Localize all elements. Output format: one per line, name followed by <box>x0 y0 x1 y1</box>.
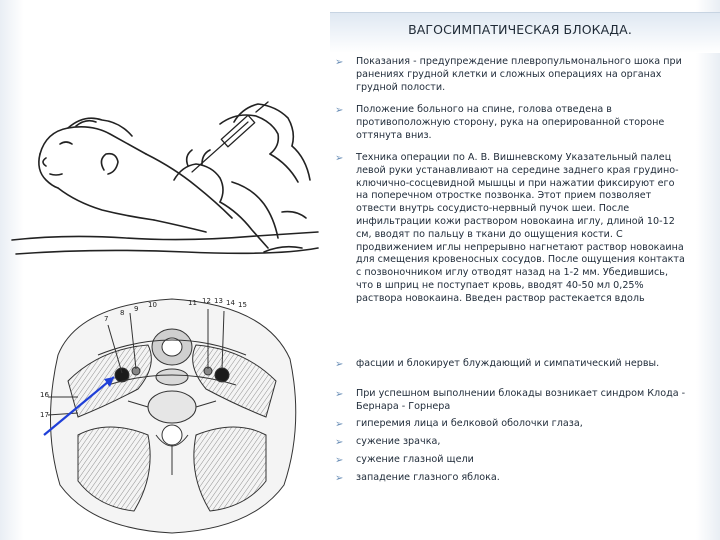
bullet-text: При успешном выполнении блокады возникает синдром Клода - Бернара - Горнера <box>356 388 686 412</box>
bullet-item <box>336 454 688 467</box>
bullet-item <box>336 418 688 431</box>
section-label-7: 7 <box>104 315 109 323</box>
arrow-bullet-icon: ➢ <box>335 57 344 68</box>
section-label-13: 13 <box>214 297 223 305</box>
section-label-10: 10 <box>148 301 157 309</box>
bullet-text: Техника операции по А. В. Вишневскому Указательный палец левой руки устанавливают на середине заднего края грудино-ключично-сосцевидной мышцы и при нажатии фиксируют его на поперечном отростке позвонка. Этот прием позволяет отвести внутрь сосудисто-нервный пучок шеи. После инфильтрации кожи раствором новокаина иглу, длиной 10-12 см, вводят по пальцу в ткани до ощущения кости. С продвижением иглы непрерывно нагнетают раствор новокаина для смещения кровеносных сосудов. После ощущения контакта с позвоночником иглу отводят назад на 1-2 мм. Убедившись, что в шприц не поступает кровь, вводят 40-50 мл 0,25% раствора новокаина. Введен раствор растекается вдоль <box>356 152 685 304</box>
bullet-item <box>336 436 688 449</box>
bullet-text: западение глазного яблока. <box>356 472 500 483</box>
bullet-text: фасции и блокирует блуждающий и симпатический нервы. <box>356 358 660 369</box>
arrow-bullet-icon: ➢ <box>335 437 344 448</box>
bullet-text: гиперемия лица и белковой оболочки глаза, <box>356 418 583 429</box>
patient-head-injection-illustration <box>6 62 322 270</box>
bullet-item <box>336 104 688 142</box>
section-label-12: 12 <box>202 297 211 305</box>
section-label-9: 9 <box>134 305 139 313</box>
section-label-8: 8 <box>120 309 125 317</box>
arrow-bullet-icon: ➢ <box>335 153 344 164</box>
arrow-bullet-icon: ➢ <box>335 455 344 466</box>
bullet-text: Показания - предупреждение плевропульмонального шока при ранениях грудной клетки и сложных операциях на органах грудной полости. <box>356 56 682 93</box>
arrow-bullet-icon: ➢ <box>335 359 344 370</box>
bullet-list <box>336 56 688 526</box>
bullet-text: сужение зрачка, <box>356 436 441 447</box>
bullet-item <box>336 388 688 414</box>
section-label-14: 14 <box>226 299 235 307</box>
arrow-bullet-icon: ➢ <box>335 419 344 430</box>
section-label-16: 16 <box>40 391 49 399</box>
arrow-bullet-icon: ➢ <box>335 105 344 116</box>
section-label-17: 17 <box>40 411 49 419</box>
section-label-15: 15 <box>238 301 247 309</box>
arrow-bullet-icon: ➢ <box>335 389 344 400</box>
bullet-item <box>336 152 688 306</box>
bullet-item <box>336 358 688 371</box>
bullet-item <box>336 56 688 94</box>
slide-title: ВАГОСИМПАТИЧЕСКАЯ БЛОКАДА. <box>408 22 632 37</box>
section-label-11: 11 <box>188 299 197 307</box>
bullet-text: сужение глазной щели <box>356 454 474 465</box>
arrow-bullet-icon: ➢ <box>335 473 344 484</box>
bullet-text: Положение больного на спине, голова отведена в противоположную сторону, рука на оперированной стороне оттянута вниз. <box>356 104 665 141</box>
neck-cross-section-illustration <box>38 285 306 535</box>
bullet-item <box>336 472 688 485</box>
